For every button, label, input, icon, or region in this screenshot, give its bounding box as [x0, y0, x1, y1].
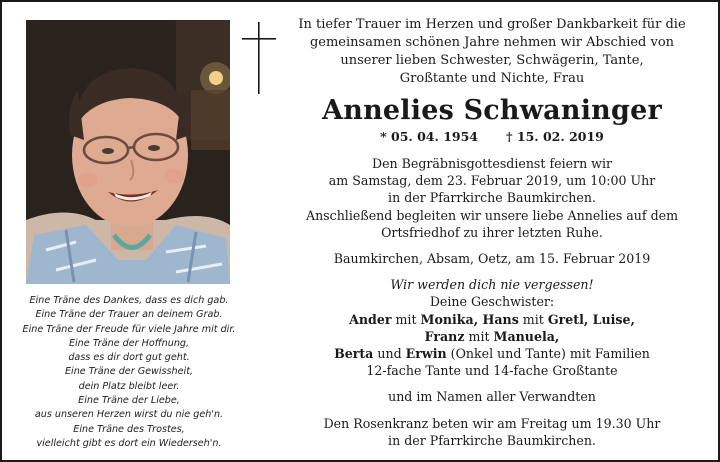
service-line: in der Pfarrkirche Baumkirchen. — [388, 190, 596, 206]
poem-line: Eine Träne des Dankes, dass es dich gab. — [29, 295, 229, 306]
portrait-photo — [26, 20, 230, 284]
poem-line: Eine Träne der Liebe, — [78, 395, 180, 407]
intro — [282, 16, 702, 88]
intro-line: In tiefer Trauer im Herzen und großer Dankbarkeit für die — [298, 17, 686, 32]
family-member: Franz — [424, 328, 465, 344]
rosary-line: Den Rosenkranz beten wir am Freitag um 19.30 Uhr — [323, 415, 661, 431]
poem-line: Eine Träne des Trostes, — [73, 423, 185, 435]
family-line: Ander mit Monika, Hans mit Gretl, Luise, — [349, 311, 635, 327]
service-line: Anschließend begleiten wir unsere liebe Annelies auf dem — [305, 207, 679, 223]
family-line: 12-fache Tante und 14-fache Großtante — [366, 363, 618, 379]
poem — [0, 294, 258, 451]
family-heading: Deine Geschwister: — [429, 294, 555, 310]
place-date: Baumkirchen, Absam, Oetz, am 15. Februar 2019 — [333, 251, 651, 267]
poem-line: dass es dir dort gut geht. — [68, 352, 190, 364]
family-line: Berta und Erwin (Onkel und Tante) mit Familien — [334, 346, 650, 362]
family-member: Manuela, — [493, 328, 560, 344]
poem-line: Eine Träne der Hoffnung, — [68, 337, 190, 349]
death-date: † 15. 02. 2019 — [506, 129, 604, 144]
relatives: und im Namen aller Verwandten — [388, 389, 596, 405]
service-line: am Samstag, dem 23. Februar 2019, um 10:00 Uhr — [328, 173, 656, 189]
rosary-line: in der Pfarrkirche Baumkirchen. — [388, 432, 596, 448]
family-line: Franz mit Manuela, — [424, 328, 560, 344]
service-line: Ortsfriedhof zu ihrer letzten Ruhe. — [381, 224, 603, 240]
poem-line: vielleicht gibt es dort ein Wiederseh'n. — [36, 437, 222, 449]
family-member: Monika, — [420, 311, 479, 327]
intro-line: unserer lieben Schwester, Schwägerin, Tante, — [340, 53, 644, 68]
rosary-info — [282, 415, 702, 449]
life-dates — [282, 128, 702, 146]
poem-line: Eine Träne der Trauer an deinem Grab. — [35, 309, 223, 321]
family-member: Ander — [349, 311, 392, 327]
service-info — [282, 155, 702, 241]
poem-line: dein Platz bleibt leer. — [78, 380, 180, 392]
motto: Wir werden dich nie vergessen! — [390, 277, 594, 293]
intro-line: gemeinsamen schönen Jahre nehmen wir Abschied von — [309, 35, 675, 50]
notice-text — [282, 16, 702, 449]
poem-line: Eine Träne der Gewissheit, — [64, 366, 194, 378]
poem-line: aus unseren Herzen wirst du nie geh'n. — [34, 409, 224, 421]
family-member: Erwin — [405, 346, 447, 362]
service-line: Den Begräbnisgottesdienst feiern wir — [371, 156, 613, 171]
poem-line: Eine Träne der Freude für viele Jahre mit dir. — [22, 323, 236, 335]
intro-line: Großtante und Nichte, Frau — [399, 71, 585, 86]
birth-date: * 05. 04. 1954 — [380, 129, 478, 144]
deceased-name: Annelies Schwaninger — [322, 95, 662, 126]
family-member: Berta — [334, 346, 374, 362]
family-list — [282, 293, 702, 379]
cross-icon — [242, 22, 276, 94]
family-member: Gretl, Luise, — [547, 311, 635, 327]
family-member: Hans — [478, 311, 519, 327]
